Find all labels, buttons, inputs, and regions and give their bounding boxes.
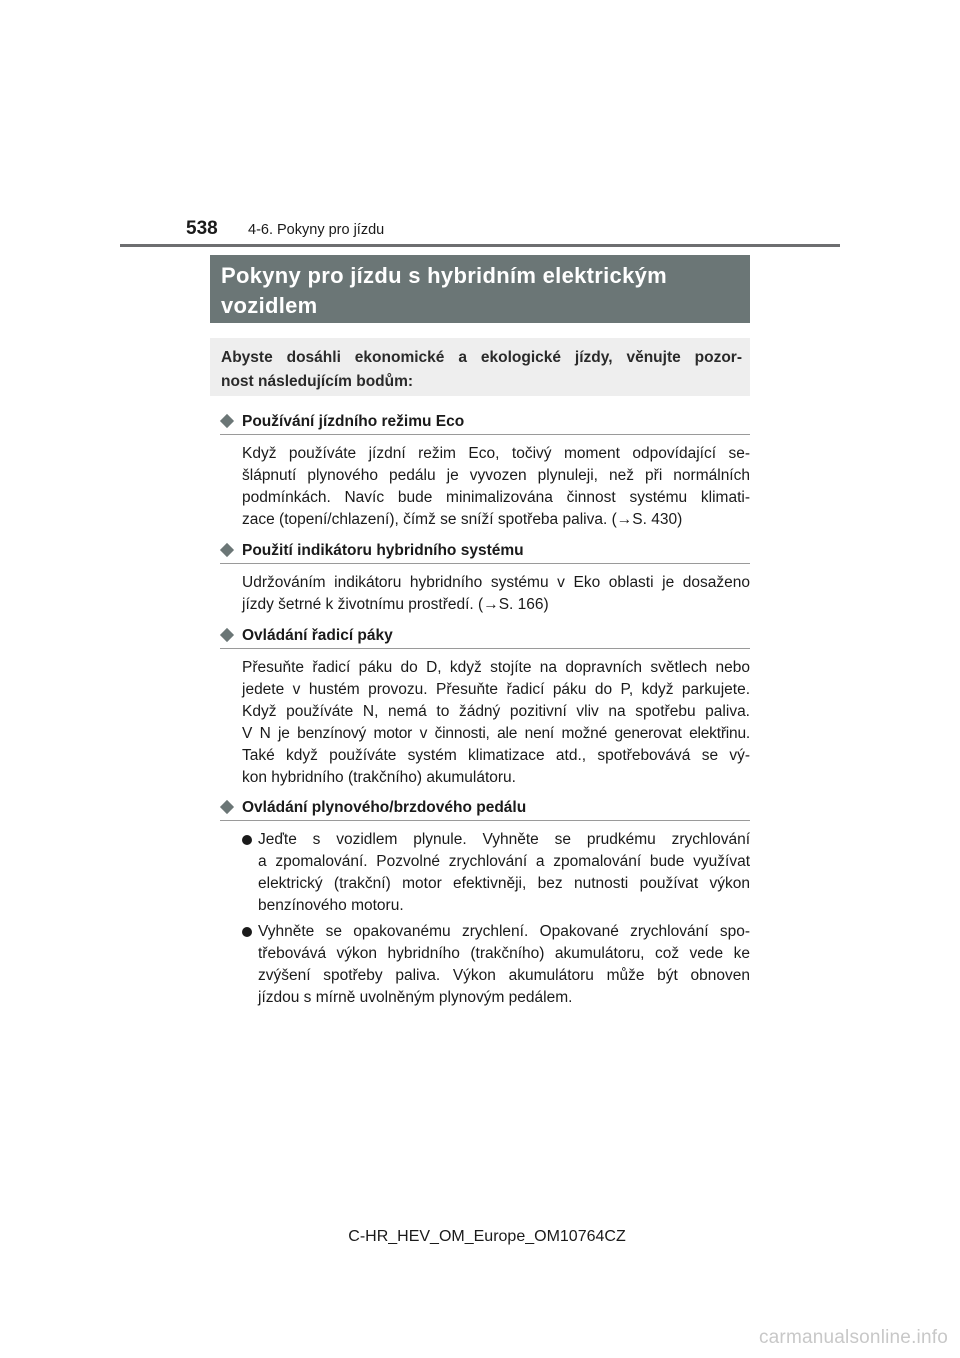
bullet-text [258,829,750,917]
text-line: zace (topení/chlazení), čímž se sníží spotřeba paliva. (→S. 430) [242,511,683,528]
section-header: 4-6. Pokyny pro jízdu [248,222,385,238]
title-line: Pokyny pro jízdu s hybridním elektrickým [221,263,668,288]
bullet-icon [242,835,252,845]
subsection-heading [220,796,750,821]
text-line: Také když používáte systém klimatizace atd., spotřebovává se vý- [242,747,750,764]
text-line: jedete v hustém provozu. Přesuňte řadicí páku do P, když parkujete. [242,681,750,698]
text-line: jízdy šetrné k životnímu prostředí. (→S. 166) [242,596,549,613]
paragraph [242,443,750,531]
page-number: 538 [186,218,218,239]
title-box [210,255,750,323]
subsection-heading [220,539,750,564]
text-line: Přesuňte řadicí páku do D, když stojíte na dopravních světlech nebo [242,659,750,676]
subsection-pedal-control [220,796,750,1013]
text-line: benzínového motoru. [258,897,404,914]
bullet-text [258,921,750,1009]
list-item [220,829,750,917]
text-line: Udržováním indikátoru hybridního systému v Eko oblasti je dosaženo [242,574,750,591]
bullet-list [220,829,750,1009]
intro-line: nost následujícím bodům: [221,373,414,390]
text-line: třebovává výkon hybridního (trakčního) akumulátoru, což vede ke [258,945,750,962]
text-line: a zpomalování. Pozvolné zrychlování a zpomalování bude využívat [258,853,750,870]
subsection-hybrid-indicator [220,539,750,616]
text-line: Když používáte N, nemá to žádný pozitivní vliv na spotřebu paliva. [242,703,750,720]
diamond-icon [220,543,234,557]
intro-box [210,338,750,396]
text-line: Když používáte jízdní režim Eco, točivý moment odpovídající se- [242,445,750,462]
watermark: carmanualsonline.info [758,1327,948,1348]
paragraph [242,572,750,616]
diamond-icon [220,414,234,428]
text-line: kon hybridního (trakčního) akumulátoru. [242,769,516,786]
text-line: zvýšení spotřeby paliva. Výkon akumulátoru může být obnoven [258,967,750,984]
text-line: Jeďte s vozidlem plynule. Vyhněte se prudkému zrychlování [258,831,750,848]
text-line: šlápnutí plynového pedálu je vyvozen plynuleji, než při normálních [242,467,750,484]
text-line: V N je benzínový motor v činnosti, ale není možné generovat elektřinu. [242,725,750,742]
bullet-icon [242,927,252,937]
document-code: C-HR_HEV_OM_Europe_OM10764CZ [348,1228,626,1245]
paragraph [242,657,750,789]
subsection-shift-lever [220,624,750,789]
intro-text [221,346,742,394]
subsection-heading [220,410,750,435]
subsection-heading [220,624,750,649]
subsection-heading-label: Ovládání řadicí páky [242,627,393,644]
text-line: jízdou s mírně uvolněným plynovým pedálem. [258,989,573,1006]
diamond-icon [220,800,234,814]
text-line: Vyhněte se opakovanému zrychlení. Opakované zrychlování spo- [258,923,750,940]
list-item [220,921,750,1009]
intro-line: Abyste dosáhli ekonomické a ekologické jízdy, věnujte pozor- [221,349,742,366]
subsection-heading-label: Použití indikátoru hybridního systému [242,542,524,559]
subsection-heading-label: Ovládání plynového/brzdového pedálu [242,799,527,816]
subsection-heading-label: Používání jízdního režimu Eco [242,413,465,430]
text-line: elektrický (trakční) motor efektivněji, bez nutnosti používat výkon [258,875,750,892]
diamond-icon [220,628,234,642]
header-rule [120,244,840,247]
text-line: podmínkách. Navíc bude minimalizována činnost systému klimati- [242,489,750,506]
title-line: vozidlem [221,293,318,318]
subsection-eco-mode [220,410,750,531]
page-title [221,261,740,321]
